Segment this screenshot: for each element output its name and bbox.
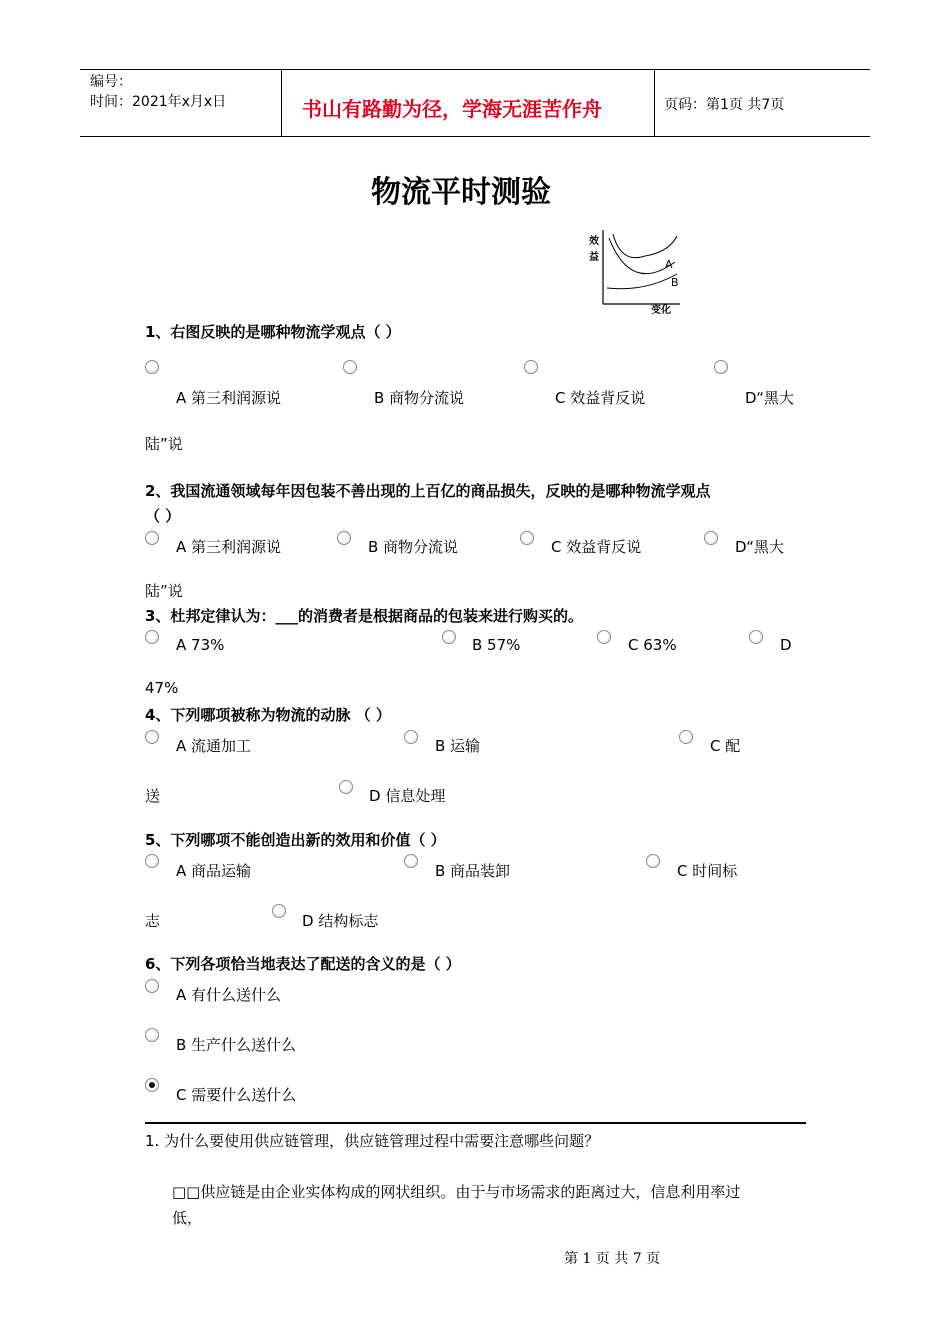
q5-option-c-wrap: 志	[145, 912, 161, 930]
question-4-text: 4、下列哪项被称为物流的动脉 （ ）	[145, 706, 391, 724]
q5-option-d: D 结构标志	[302, 912, 379, 930]
essay-answer-line-1: □□供应链是由企业实体构成的网状组织。由于与市场需求的距离过大，信息利用率过	[172, 1183, 741, 1201]
q1-option-c-radio[interactable]	[524, 360, 538, 374]
header-bottom-border	[80, 136, 870, 137]
q1-option-d-radio[interactable]	[714, 360, 728, 374]
header-page-label: 页码：第1页 共7页	[664, 97, 785, 113]
q1-option-b-radio[interactable]	[343, 360, 357, 374]
q5-option-c: C 时间标	[677, 862, 738, 880]
figure-curve-b	[607, 274, 677, 289]
page-footer: 第 1 页 共 7 页	[564, 1251, 661, 1267]
q1-option-b: B 商物分流说	[374, 389, 465, 407]
question-6-text: 6、下列各项恰当地表达了配送的含义的是（ ）	[145, 955, 461, 973]
q3-option-a-radio[interactable]	[145, 630, 159, 644]
header-top-border	[80, 69, 870, 70]
header-number-label: 编号：	[90, 74, 132, 90]
figure-y-label-1: 效	[589, 236, 599, 247]
q6-option-a: A 有什么送什么	[176, 986, 282, 1004]
figure-x-label: 变化	[651, 305, 671, 316]
q5-option-b: B 商品装卸	[435, 862, 511, 880]
q6-option-c: C 需要什么送什么	[176, 1086, 297, 1104]
q6-option-b-radio[interactable]	[145, 1028, 159, 1042]
q5-option-d-radio[interactable]	[272, 904, 286, 918]
q3-option-d: D	[780, 636, 792, 654]
q5-option-b-radio[interactable]	[404, 854, 418, 868]
q4-option-b: B 运输	[435, 737, 481, 755]
q2-option-c-radio[interactable]	[520, 531, 534, 545]
question-2-text-cont: （ ）	[145, 507, 181, 525]
q3-option-d-wrap: 47%	[145, 679, 179, 697]
q1-option-a-radio[interactable]	[145, 360, 159, 374]
q3-option-b-radio[interactable]	[442, 630, 456, 644]
q5-option-a-radio[interactable]	[145, 854, 159, 868]
figure-curve-b-label: B	[671, 276, 679, 289]
q4-option-d: D 信息处理	[369, 787, 446, 805]
q1-option-a: A 第三利润源说	[176, 389, 282, 407]
question-5-text: 5、下列哪项不能创造出新的效用和价值（ ）	[145, 831, 446, 849]
q6-option-c-radio-selected[interactable]	[145, 1078, 159, 1092]
header-divider-1	[281, 69, 282, 136]
q2-option-d-radio[interactable]	[704, 531, 718, 545]
q3-option-b: B 57%	[472, 636, 521, 654]
question-2-text: 2、我国流通领域每年因包装不善出现的上百亿的商品损失，反映的是哪种物流学观点	[145, 482, 711, 500]
q4-option-b-radio[interactable]	[404, 730, 418, 744]
essay-question: 1. 为什么要使用供应链管理，供应链管理过程中需要注意哪些问题？	[145, 1132, 600, 1150]
figure-y-label-2: 益	[589, 252, 599, 263]
tradeoff-figure	[585, 224, 690, 316]
q4-option-c-radio[interactable]	[679, 730, 693, 744]
figure-curve-a-label: A	[665, 258, 673, 271]
q3-option-c-radio[interactable]	[597, 630, 611, 644]
q6-option-a-radio[interactable]	[145, 979, 159, 993]
figure-curve-u	[613, 234, 677, 258]
q2-option-b-radio[interactable]	[337, 531, 351, 545]
essay-answer-line-2: 低，	[172, 1209, 203, 1227]
q1-option-d-wrap: 陆”说	[145, 435, 183, 453]
q2-option-d-wrap: 陆”说	[145, 582, 183, 600]
q4-option-d-radio[interactable]	[339, 780, 353, 794]
q3-option-c: C 63%	[628, 636, 677, 654]
q3-option-a: A 73%	[176, 636, 225, 654]
q5-option-c-radio[interactable]	[646, 854, 660, 868]
q1-option-c: C 效益背反说	[555, 389, 646, 407]
q2-option-a: A 第三利润源说	[176, 538, 282, 556]
q4-option-a-radio[interactable]	[145, 730, 159, 744]
q1-option-d: D“黑大	[745, 389, 794, 407]
question-3-text: 3、杜邦定律认为：___的消费者是根据商品的包装来进行购买的。	[145, 607, 583, 625]
q2-option-b: B 商物分流说	[368, 538, 459, 556]
q2-option-d: D“黑大	[735, 538, 784, 556]
q4-option-c-wrap: 送	[145, 787, 161, 805]
header-time-label: 时间：2021年x月x日	[90, 94, 227, 110]
header-motto: 书山有路勤为径，学海无涯苦作舟	[302, 97, 602, 121]
header-divider-2	[654, 69, 655, 136]
q2-option-c: C 效益背反说	[551, 538, 642, 556]
q6-option-b: B 生产什么送什么	[176, 1036, 297, 1054]
q5-option-a: A 商品运输	[176, 862, 252, 880]
q3-option-d-radio[interactable]	[749, 630, 763, 644]
section-divider	[145, 1122, 806, 1124]
page-title: 物流平时测验	[371, 175, 551, 210]
q4-option-a: A 流通加工	[176, 737, 252, 755]
q4-option-c: C 配	[710, 737, 741, 755]
question-1-text: 1、右图反映的是哪种物流学观点（ ）	[145, 323, 401, 341]
q2-option-a-radio[interactable]	[145, 531, 159, 545]
